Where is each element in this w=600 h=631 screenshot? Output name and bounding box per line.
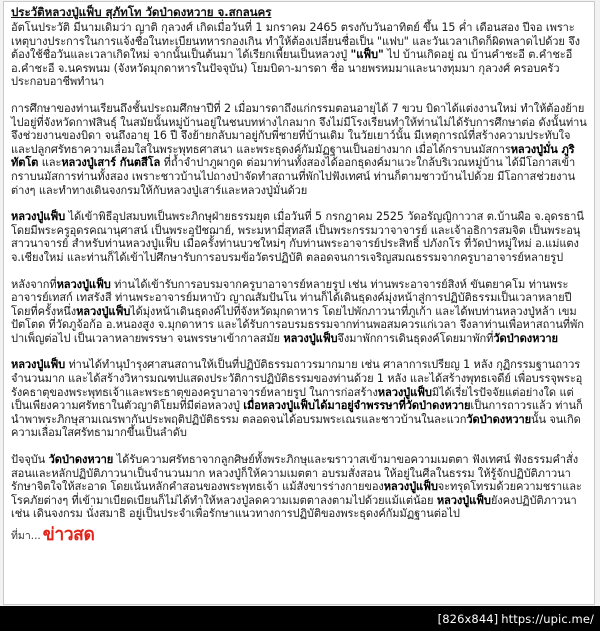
emphasis-run: วัดป่าดงหวาย: [405, 399, 471, 413]
text-run: ปัจจุบัน: [11, 453, 49, 467]
emphasis-run: ได้มาอยู่จำพรรษาที่: [314, 399, 406, 413]
emphasis-run: หลวงปู่แฟ็บ: [56, 277, 111, 291]
emphasis-run: "แฟ็บ": [350, 48, 384, 62]
text-run: หลังจากที่: [11, 277, 57, 291]
emphasis-run: หลวงปู่แฟ็บ: [11, 358, 66, 372]
emphasis-run: วัดป่าดงหวาย: [493, 331, 558, 345]
text-run: ได้เข้าพิธีอุปสมบทเป็นพระภิกษุฝ่ายธรรมยุต เมื่อวันที่ 5 กรกฎาคม 2525 วัดอรัญญิกาวาส ต.บ้านผือ จ.อุดรธานี โดยมีพระครูอุดรคณานุศาสน์ เป็นพระอุปัชฌาย์, พระมหามี่สุทสลี เป็นพระกรรมวาจาจารย์ และเจ้าอธิการสมจิต เป็นพระอนุสาวนาจารย์ สำหรับท่านหลวงปู่แฟ็บ เมื่อครั้งท่านบวชใหม่ๆ กับท่านพระอาจารย์ประสิทธิ์ ปภังกโร ที่วัดป่าหมู่ใหม่ อ.แม่แตง จ.เชียงใหม่ และท่านก็ได้เข้าไปศึกษารับการอบรมข้อวัตรปฏิบัติ ตลอดจนการเจริญสมณธรรมจากครูบาอาจารย์หลายรูป: [11, 210, 584, 264]
emphasis-run: หลวงปู่มั่น ภูริทัตโต: [11, 142, 575, 170]
article-title: ประวัติหลวงปู่แฟ็บ สุภัทโท วัดป่าดงหวาย จ.สกลนคร: [11, 5, 272, 19]
text-run: ไป บ้านเกิดอยู่ ณ บ้านคำชะอี ต.คำชะอี อ.คำชะอี จ.นครพนม (จังหวัดมุกดาหารในปัจจุบัน) โยมบิดา-มารดา ชื่อ นายพรหมมาและนางทุมมา กุลวงศ์ ครอบครัวประกอบอาชีพทำนา: [11, 48, 573, 89]
emphasis-run: หลวงปู่แฟ็บ: [436, 493, 491, 507]
p4-training: [11, 278, 587, 346]
p5-construction: [11, 358, 587, 440]
emphasis-run: หลวงปู่แฟ็บ: [76, 304, 131, 318]
text-run: ท่านได้ทำนุบำรุงศาสนสถานให้เป็นที่ปฏิบัติธรรมถาวรมากมาย เช่น ศาลาการเปรียญ 1 หลัง กุฏิกรรมฐานถาวรจำนวนมาก และได้สร้างวิหารมณฑปแสดงประวัติการปฏิบัติธรรมของท่านด้วย 1 หลัง และได้สร้างพุทธเจดีย์ เพื่อบรรจุพระอุรังคธาตุของพระพุทธเจ้าและพระธาตุของครูบาอาจารย์หลายรูป ในการก่อสร้าง: [11, 358, 583, 399]
emphasis-run: วัดป่าดงหวาย: [48, 453, 114, 467]
article-body: [11, 21, 587, 521]
source-line: [11, 525, 587, 546]
emphasis-run: เมื่อ: [243, 399, 261, 413]
text-run: ยังคงปฏิบัติภาวนา เช่น เดินจงกรม นั่งสมาธิ อยู่เป็นประจำเพื่อรักษาแนวทางการปฏิบัติของพระธุดงค์กัมมัฏฐานต่อไป: [11, 493, 577, 521]
text-run: เป็นการถาวรแล้ว ท่านก็นำพาพระภิกษุสามเณรพากันประพฤติปฏิบัติธรรม ตลอดจนได้อบรมพระเณรและชาวบ้านในละแวก: [11, 399, 583, 426]
text-run: ได้รับความศรัทธาจากลูกศิษย์ทั้งพระภิกษุและฆราวาสเข้ามาขอความเมตตา ฟังเทศน์ ฟังธรรมคำสั่งสอนและหลักปฏิบัติภาวนาเป็นจำนวนมาก หลวงปู่ก็ให้ความเมตตา อบรมสั่งสอน ให้อยู่ในศีลในธรรม ให้รู้จักปฏิบัติภาวนารักษาจิตใจให้สะอาด โดยเน้นหลักคำสอนของพระพุทธเจ้า แม้สังขารร่างกายของ: [11, 453, 579, 494]
emphasis-run: หลวงปู่แฟ็บ: [383, 480, 438, 494]
text-run: ท่านได้เข้ารับการอบรมจากครูบาอาจารย์หลายรูป เช่น ท่านพระอาจารย์สิงห์ ขันตยาคโม ท่านพระอาจารย์เทสก์ เทสรังสี ท่านพระอาจารย์มหาบัว ญาณสัมปันโน ท่านก็ได้เดินธุดงค์มุ่งหน้าสู่การปฏิบัติธรรมเป็นเวลาหลายปี โดยที่ครั้งหนึ่ง: [11, 277, 572, 318]
text-run: มิได้เรี่ยไรปัจจัยแต่อย่างใด แต่เป็นเพียงความศรัทธาในตัวญาติโยมที่มีต่อหลวงปู่: [11, 385, 574, 413]
source-label: ที่มา...: [11, 530, 41, 542]
emphasis-run: หลวงปู่แฟ็บ: [260, 399, 315, 413]
emphasis-run: หลวงปู่แฟ็บ: [377, 385, 432, 399]
emphasis-run: หลวงปู่แฟ็บ: [11, 210, 66, 224]
emphasis-run: หลวงปู่เสาร์ กันตสีโล: [61, 156, 161, 170]
article-card: [3, 1, 595, 605]
image-host-url: https://upic.me/: [501, 611, 594, 626]
text-run: นั้น จนเกิดความเลื่อมใสศรัทธามากขึ้นเป็นลำดับ: [11, 412, 581, 440]
text-run: และ: [38, 156, 62, 170]
text-run: อัตโนประวัติ มีนามเดิมว่า ญาติ กุลวงศ์ เกิดเมื่อวันที่ 1 มกราคม 2465 ตรงกับวันอาทิตย์ ขึ้น 15 ค่ำ เดือนสอง ปีจอ เพราะเหตุบางประการในการแจ้งชื่อในทะเบียนทหารกองเกิน ทำให้ต้องเปลี่ยนชื่อเป็น "แฟบ" และวันเวลาเกิดก็ผิดพลาดไปด้วย จึงต้องใช้ชื่อวันและเวลาเกิดใหม่ จากนั้นเป็นต้นมา ได้เรียกเพี้ยนเป็นหลวงปู่: [11, 21, 580, 62]
text-run: ได้มุ่งหน้าเดินธุดงค์ไปที่จังหวัดมุกดาหาร โดยไปพักภาวนาที่ภูเก้า และได้พบท่านหลวงปู่หล้า เขมปัตโตด ที่วัดภูจ้อก้อ อ.หนองสูง จ.มุกดาหาร และได้รับการอบรมธรรมจากท่านพอสมควรแก่เวลา จึงลาท่านเพื่อหาสถานที่พักปาเพ็ญต่อไป เป็นเวลาหลายพรรษา จนพรรษาเข้ากาลสมัย: [11, 304, 584, 345]
text-run: จะทรุดโทรมด้วยความชราและโรคภัยต่างๆ ที่เข้ามาเบียดเบียนก็ไม่ได้ทำให้หลวงปู่ลดความเมตตาลงตามไปด้วยแม้แต่น้อย: [11, 480, 582, 507]
text-run: การศึกษาของท่านเรียนถึงชั้นประถมศึกษาปีที่ 2 เมื่อมารดาถึงแก่กรรมตอนอายุได้ 7 ขวบ บิดาได้แต่งงานใหม่ ทำให้ต้องย้ายไปอยู่ที่จังหวัดกาฬสินธุ์ ในสมัยนั้นหมู่บ้านอยู่ในชนบทห่างไกลมาก จึงไม่มีโรงเรียนทำให้ท่านไม่ได้รับการศึกษาต่อ ดังนั้นท่านจึงช่วยงานของบิดา จนถึงอายุ 16 ปี จึงย้ายกลับมาอยู่กับพี่ชายที่บ้านเดิม ในวัยเยาว์นั้น มีเหตุการณ์ที่สร้างความประทับใจและปลูกศรัทธาความเลื่อมใสในพระพุทธศาสนา และพระธุดงค์กัมมัฏฐานเป็นอย่างมาก เมื่อได้กราบนมัสการ: [11, 101, 587, 156]
image-dimensions-label: [826x844]: [437, 611, 499, 626]
text-run: จึงมาพักการเดินธุดงค์โดยมาพักที่: [337, 331, 494, 345]
p3-ordination: [11, 210, 587, 264]
text-run: ที่ถ้ำจำปาภูผากูด ต่อมาท่านทั้งสองได้ออกธุดงค์มาแวะใกล้บริเวณหมู่บ้าน ได้มีโอกาสเข้ากราบนมัสการท่านทั้งสอง เพราะชาวบ้านไปถางป่าจัดทำสถานที่พักไปฟังเทศน์ ท่านก็ตามชาวบ้านไปด้วย มีโอกาสช่วยงานต่างๆ และทำทางเดินจงกรมให้กับหลวงปู่เสาร์และหลวงปู่มั่นด้วย: [11, 156, 576, 197]
source-brand-khaosod[interactable]: ข่าวสด: [42, 525, 95, 545]
p1-biography-origin: [11, 21, 587, 89]
emphasis-run: วัดป่าดงหวาย: [466, 412, 531, 426]
p6-present: [11, 453, 587, 521]
emphasis-run: หลวงปู่แฟ็บ: [283, 331, 338, 345]
p2-education: [11, 102, 587, 197]
footer-watermark-bar: [0, 606, 600, 631]
